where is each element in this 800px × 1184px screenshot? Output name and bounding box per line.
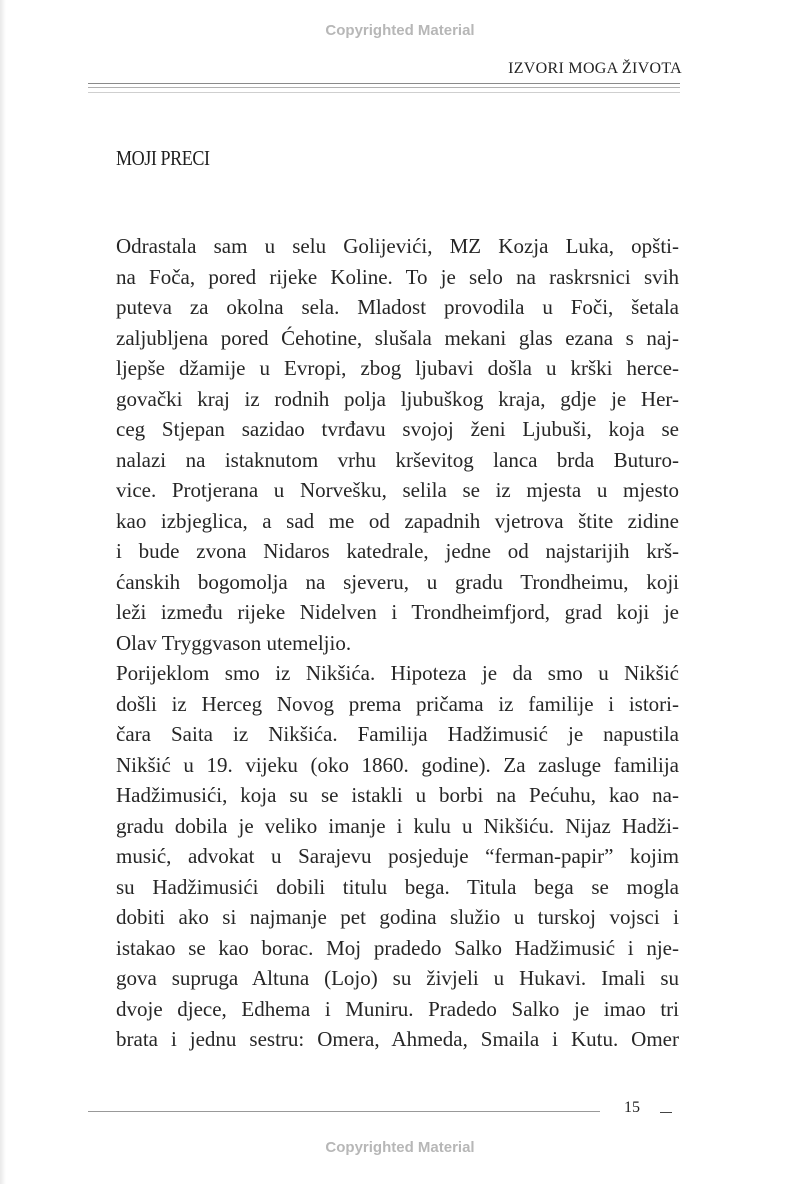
header-rule <box>88 83 680 84</box>
text-line: brata i jednu sestru: Omera, Ahmeda, Smaila i Kutu. Omer <box>116 1027 679 1051</box>
watermark-bottom: Copyrighted Material <box>325 1139 475 1156</box>
body-text <box>116 231 679 1055</box>
text-line: Nikšić u 19. vijeku (oko 1860. godine). Za zasluge familija <box>116 752 679 777</box>
page-footer <box>88 1099 678 1125</box>
text-line: gradu dobila je veliko imanje i kulu u Nikšiću. Nijaz Hadži- <box>116 813 679 838</box>
text-line: došli iz Herceg Novog prema pričama iz familije i istori- <box>116 691 679 716</box>
text-line: leži između rijeke Nidelven i Trondheimfjord, grad koji je <box>116 600 679 624</box>
text-line: Olav Tryggvason utemeljio. <box>116 630 352 655</box>
page-edge-shadow <box>0 0 6 1184</box>
text-line: dobiti ako si najmanje pet godina služio u turskoj vojsci i <box>116 905 679 929</box>
text-line: vice. Protjerana u Norvešku, selila se iz mjesta u mjesto <box>116 478 679 502</box>
text-line: ceg Stjepan sazidao tvrđavu svojoj ženi Ljubuši, koja se <box>116 417 679 441</box>
text-line: ljepše džamije u Evropi, zbog ljubavi došla u krški herce- <box>116 356 679 380</box>
header-rule <box>88 92 680 93</box>
text-line: musić, advokat u Sarajevu posjeduje “ferman-papir” kojim <box>116 844 679 868</box>
text-line: nalazi na istaknutom vrhu krševitog lanca brda Buturo- <box>116 447 679 472</box>
text-line: na Foča, pored rijeke Koline. To je selo na raskrsnici svih <box>116 264 679 289</box>
chapter-title: MOJI PRECI <box>116 146 210 170</box>
text-line: istakao se kao borac. Moj pradedo Salko Hadžimusić i nje- <box>116 935 679 960</box>
footer-dash <box>660 1112 672 1113</box>
text-line: Hadžimusići, koja su se istakli u borbi na Pećuhu, kao na- <box>116 783 679 807</box>
text-line: Odrastala sam u selu Golijevići, MZ Kozja Luka, opšti- <box>116 234 679 258</box>
header-rule <box>88 87 680 88</box>
running-head: IZVORI MOGA ŽIVOTA <box>508 60 682 77</box>
text-line: Porijeklom smo iz Nikšića. Hipoteza je da smo u Nikšić <box>116 661 679 685</box>
text-line: i bude zvona Nidaros katedrale, jedne od najstarijih krš- <box>116 539 679 563</box>
text-line: su Hadžimusići dobili titulu bega. Titula bega se mogla <box>116 874 679 899</box>
text-line: govački kraj iz rodnih polja ljubuškog kraja, gdje je Her- <box>116 386 679 411</box>
text-line: čara Saita iz Nikšića. Familija Hadžimusić je napustila <box>116 722 679 746</box>
text-line: puteva za okolna sela. Mladost provodila u Foči, šetala <box>116 295 679 319</box>
text-line: gova supruga Altuna (Lojo) su živjeli u Hukavi. Imali su <box>116 966 679 990</box>
page-number: 15 <box>624 1099 640 1116</box>
text-line: ćanskih bogomolja na sjeveru, u gradu Trondheimu, koji <box>116 569 679 594</box>
footer-rule <box>88 1111 600 1112</box>
text-line: zaljubljena pored Ćehotine, slušala mekani glas ezana s naj- <box>116 325 679 350</box>
text-line: kao izbjeglica, a sad me od zapadnih vjetrova štite zidine <box>116 508 679 533</box>
text-line: dvoje djece, Edhema i Muniru. Pradedo Salko je imao tri <box>116 996 679 1021</box>
watermark-top: Copyrighted Material <box>325 22 475 39</box>
